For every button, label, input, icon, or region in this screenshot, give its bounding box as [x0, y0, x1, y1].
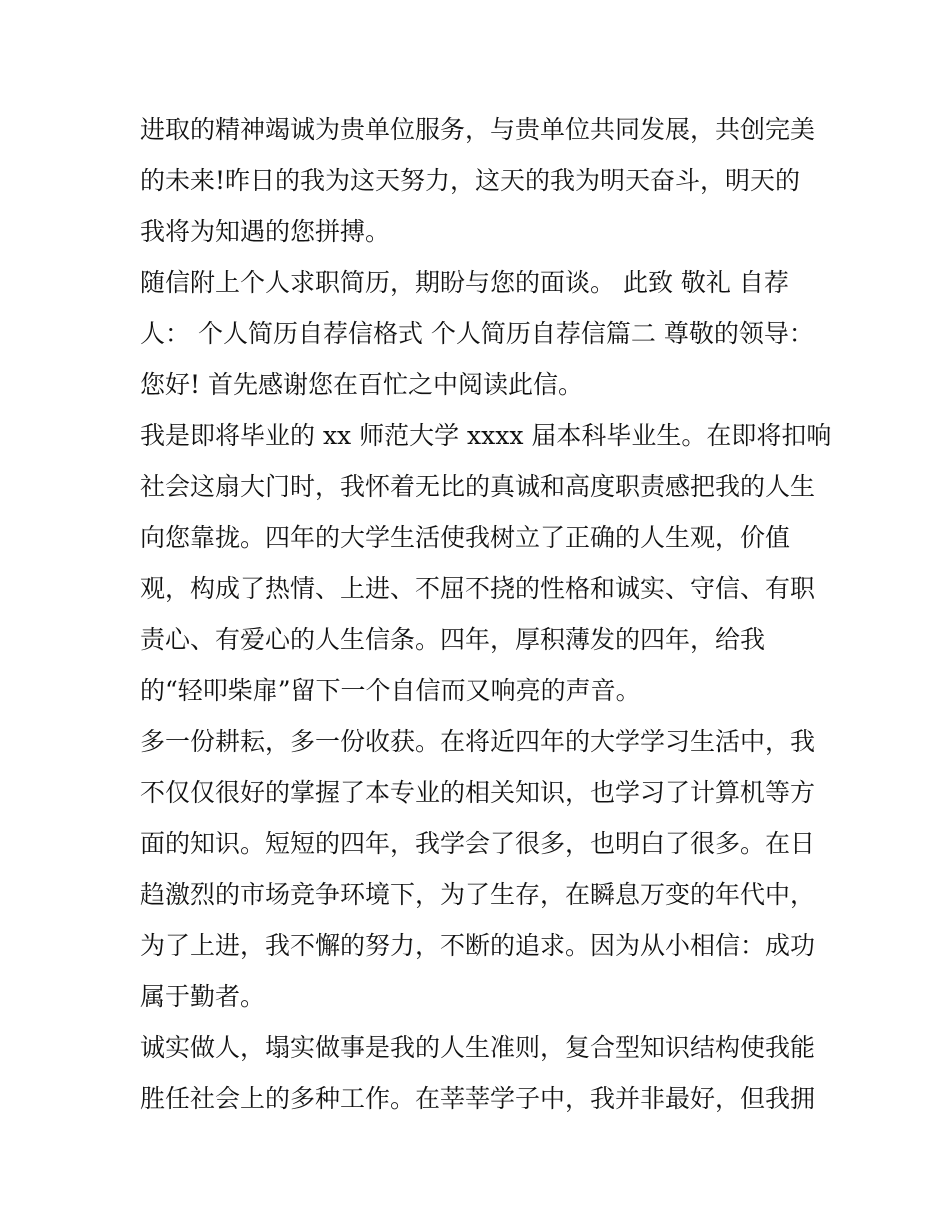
letter-body [140, 104, 830, 1124]
text-line-10: 观，构成了热情、上进、不屈不挠的性格和诚实、守信、有职 [140, 574, 816, 603]
text-line-4: 随信附上个人求职简历，期盼与您的面谈。 此致 敬礼 自荐 [140, 268, 789, 297]
text-line-9: 向您靠拢。四年的大学生活使我树立了正确的人生观，价值 [140, 523, 791, 552]
text-line-7: 我是即将毕业的 xx 师范大学 xxxx 届本科毕业生。在即将扣响 [140, 421, 832, 450]
text-line-1: 进取的精神竭诚为贵单位服务，与贵单位共同发展，共创完美 [140, 115, 816, 144]
text-line-12: 的“轻叩柴扉”留下一个自信而又响亮的声音。 [140, 676, 641, 705]
text-line-5: 人： 个人简历自荐信格式 个人简历自荐信篇二 尊敬的领导： [140, 319, 814, 348]
text-line-6: 您好! 首先感谢您在百忙之中阅读此信。 [140, 370, 583, 399]
text-line-14: 不仅仅很好的掌握了本专业的相关知识，也学习了计算机等方 [140, 778, 816, 807]
text-line-19: 诚实做人，塌实做事是我的人生准则，复合型知识结构使我能 [140, 1033, 816, 1062]
text-line-17: 为了上进，我不懈的努力，不断的追求。因为从小相信：成功 [140, 931, 816, 960]
text-line-2: 的未来!昨日的我为这天努力，这天的我为明天奋斗，明天的 [140, 166, 801, 195]
text-line-20: 胜任社会上的多种工作。在莘莘学子中，我并非最好，但我拥 [140, 1084, 816, 1113]
text-line-11: 责心、有爱心的人生信条。四年，厚积薄发的四年，给我 [140, 625, 766, 654]
text-line-16: 趋激烈的市场竞争环境下，为了生存，在瞬息万变的年代中， [140, 880, 816, 909]
text-line-15: 面的知识。短短的四年，我学会了很多，也明白了很多。在日 [140, 829, 816, 858]
text-line-18: 属于勤者。 [140, 982, 266, 1011]
text-line-8: 社会这扇大门时，我怀着无比的真诚和高度职责感把我的人生 [140, 472, 816, 501]
text-line-13: 多一份耕耘，多一份收获。在将近四年的大学学习生活中，我 [140, 727, 816, 756]
text-line-3: 我将为知遇的您拼搏。 [140, 217, 391, 246]
